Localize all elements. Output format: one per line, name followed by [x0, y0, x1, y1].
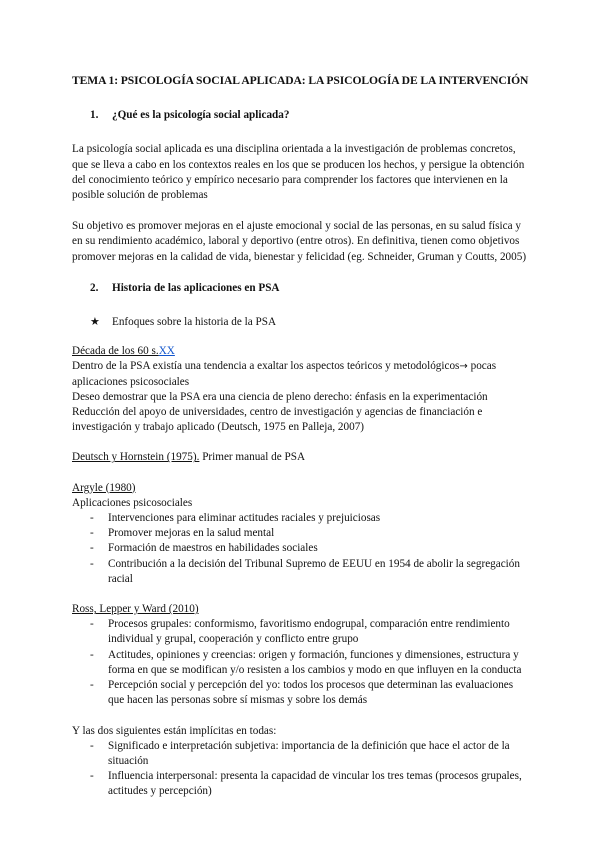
dash-marker: - [90, 557, 94, 570]
document-body [72, 73, 528, 815]
dash-marker: - [90, 739, 94, 752]
deutsch-reference: Deutsch y Hornstein (1975). [72, 451, 200, 464]
implicit-block [72, 724, 528, 800]
dash-marker: - [90, 527, 94, 540]
section-1-heading [90, 108, 528, 123]
decade-60-line-2: Deseo demostrar que la PSA era una ciencia de pleno derecho: énfasis en la experimentación [72, 390, 488, 403]
argyle-block [72, 481, 528, 587]
list-item-text: Procesos grupales: conformismo, favoritismo endogrupal, comparación entre rendimiento individual y grupal, cooperación y conflicto entre grupo [108, 618, 510, 646]
decade-60-heading-text: Década de los 60 s. [72, 345, 159, 358]
list-item-text: Influencia interpersonal: presenta la capacidad de vincular los tres temas (procesos grupales, actitudes y percepción) [108, 770, 522, 798]
decade-60-line-1-text: Dentro de la PSA existía una tendencia a exaltar los aspectos teóricos y metodológicos [72, 360, 460, 373]
page-title: TEMA 1: PSICOLOGÍA SOCIAL APLICADA: LA PSICOLOGÍA DE LA INTERVENCIÓN [72, 74, 529, 87]
list-item [72, 769, 528, 799]
argyle-heading: Argyle (1980) [72, 481, 136, 494]
list-item [72, 739, 528, 769]
list-item [72, 526, 528, 541]
section-2-heading [90, 281, 528, 296]
ross-block [72, 602, 528, 708]
decade-60-line-3: Reducción del apoyo de universidades, centro de investigación y agencias de financiación e investigación y trabajo aplicado (Deutsch, 1975 en Palleja, 2007) [72, 406, 483, 434]
argyle-list [72, 511, 528, 587]
list-item [72, 678, 528, 708]
implicit-intro: Y las dos siguientes están implícitas en todas: [72, 724, 277, 737]
dash-marker: - [90, 512, 94, 525]
approaches-text: Enfoques sobre la historia de la PSA [112, 316, 277, 329]
argyle-subheading: Aplicaciones psicosociales [72, 496, 193, 509]
deutsch-text: Primer manual de PSA [199, 451, 306, 464]
list-item-text: Formación de maestros en habilidades sociales [108, 542, 318, 555]
list-item-text: Promover mejoras en la salud mental [108, 527, 275, 540]
dash-marker: - [90, 618, 94, 631]
list-item-text: Significado e interpretación subjetiva: importancia de la definición que hace el actor de la situación [108, 739, 510, 767]
list-item-text: Contribución a la decisión del Tribunal Supremo de EEUU en 1954 de abolir la segregación racial [108, 557, 520, 585]
ross-list [72, 617, 528, 708]
right-arrow-icon: → [459, 361, 468, 373]
section-1-heading-text: ¿Qué es la psicología social aplicada? [112, 109, 290, 122]
definition-paragraph: La psicología social aplicada es una disciplina orientada a la investigación de problemas concretos, que se lleva a cabo en los contextos reales en los que se producen los hechos, y persigue la obtención del conocimiento teórico y empírico necesario para comprender los factores que intervienen en la posible solución de problemas [72, 143, 525, 202]
list-item [72, 511, 528, 526]
dash-marker: - [90, 679, 94, 692]
section-2-heading-text: Historia de las aplicaciones en PSA [112, 281, 280, 294]
decade-60-line-1-rest: pocas aplicaciones psicosociales [72, 360, 497, 388]
deutsch-line [72, 450, 528, 465]
decade-60-heading [72, 344, 528, 359]
objective-paragraph: Su objetivo es promover mejoras en el ajuste emocional y social de las personas, en su salud física y en su rendimiento académico, laboral y deportivo (entre otros). En definitiva, tienen como objetivos promover mejoras en la calidad de vida, bienestar y felicidad (eg. Schneider, Gruman y Coutts, 2005) [72, 220, 527, 263]
list-item [72, 541, 528, 556]
section-1-number: 1. [90, 109, 99, 122]
approaches-bullet [90, 315, 528, 330]
dash-marker: - [90, 542, 94, 555]
list-item-text: Intervenciones para eliminar actitudes raciales y prejuiciosas [108, 512, 381, 525]
list-item-text: Percepción social y percepción del yo: todos los procesos que determinan las evaluaciones que hacen las personas sobre sí mismas y sobre los demás [108, 679, 514, 707]
century-link[interactable]: XX [158, 345, 175, 358]
list-item [72, 648, 528, 678]
list-item-text: Actitudes, opiniones y creencias: origen y formación, funciones y dimensiones, estructura y forma en que se modifican y/o resisten a los cambios y modo en que influyen en la conducta [108, 648, 522, 676]
dash-marker: - [90, 648, 94, 661]
decade-60-line-1 [72, 359, 528, 389]
implicit-list [72, 739, 528, 800]
list-item [72, 617, 528, 647]
deutsch-block [72, 450, 528, 465]
decade-60-block [72, 344, 528, 435]
ross-heading: Ross, Lepper y Ward (2010) [72, 603, 199, 616]
star-icon: ★ [90, 316, 101, 329]
list-item [72, 557, 528, 587]
dash-marker: - [90, 770, 94, 783]
section-2-number: 2. [90, 281, 99, 294]
